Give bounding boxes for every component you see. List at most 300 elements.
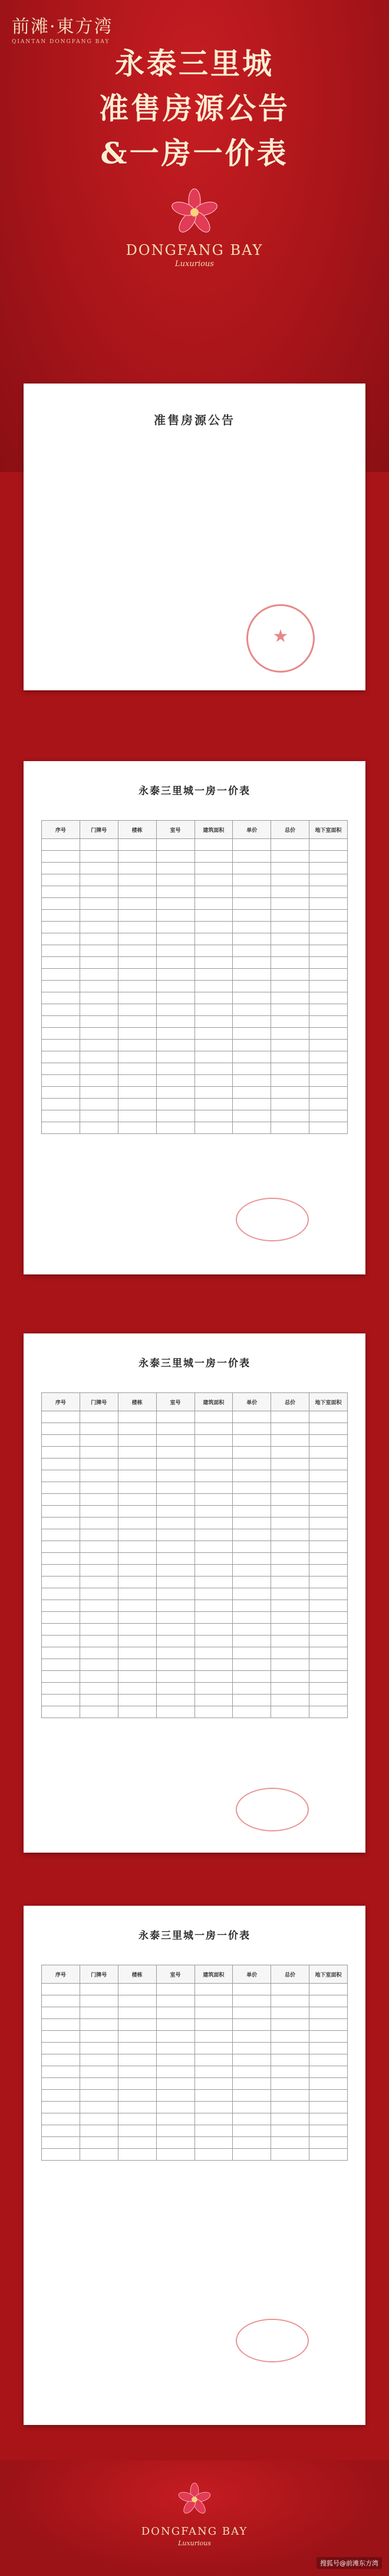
table-cell: [80, 1612, 118, 1624]
table-cell: [156, 1695, 194, 1706]
table-cell: [309, 2102, 348, 2113]
table-row: [42, 992, 348, 1004]
table-cell: [233, 1470, 271, 1482]
table-cell: [233, 1553, 271, 1565]
table-cell: [118, 910, 156, 922]
table-cell: [42, 1099, 80, 1110]
table-cell: [309, 933, 348, 945]
table-cell: [309, 1706, 348, 1718]
table-cell: [80, 2054, 118, 2066]
table-row: [42, 1612, 348, 1624]
table-cell: [118, 1624, 156, 1636]
table-cell: [80, 2019, 118, 2031]
table-cell: [233, 1706, 271, 1718]
table-cell: [42, 922, 80, 933]
table-cell: [156, 1518, 194, 1529]
table-cell: [309, 1482, 348, 1494]
table-cell: [309, 2149, 348, 2161]
table-cell: [309, 2054, 348, 2066]
table-cell: [194, 922, 233, 933]
table-cell: [271, 1984, 309, 1995]
table-cell: [156, 839, 194, 851]
table-cell: [309, 839, 348, 851]
table-cell: [194, 1494, 233, 1506]
table-cell: [271, 851, 309, 863]
table-cell: [118, 1683, 156, 1695]
table-cell: [233, 1028, 271, 1040]
table-row: [42, 1577, 348, 1588]
table-cell: [309, 2007, 348, 2019]
table-header-cell: 总价: [271, 1965, 309, 1984]
table-row: [42, 981, 348, 992]
table-header-cell: 室号: [156, 821, 194, 839]
table-cell: [42, 1647, 80, 1659]
table-cell: [194, 1040, 233, 1051]
hero-title-line-2: 准售房源公告: [99, 91, 290, 126]
table-cell: [118, 1659, 156, 1671]
table-cell: [271, 981, 309, 992]
brand-name: DONGFANG BAY: [141, 2525, 248, 2538]
table-cell: [156, 1995, 194, 2007]
table-cell: [233, 2043, 271, 2054]
logo-en: QIANTAN DONGFANG BAY: [12, 39, 110, 45]
table-row: [42, 1122, 348, 1134]
table-cell: [42, 1529, 80, 1541]
table-cell: [233, 1051, 271, 1063]
table-cell: [309, 2125, 348, 2137]
table-row: [42, 2031, 348, 2043]
table-cell: [118, 992, 156, 1004]
sheet-title: 永泰三里城一房一价表: [139, 785, 250, 797]
table-cell: [194, 992, 233, 1004]
table-cell: [233, 1588, 271, 1600]
table-cell: [42, 1494, 80, 1506]
table-cell: [194, 1541, 233, 1553]
table-cell: [118, 1004, 156, 1016]
table-header-cell: 地下室面积: [309, 1965, 348, 1984]
notice-title: 准售房源公告: [154, 413, 235, 427]
table-row: [42, 1553, 348, 1565]
table-cell: [233, 969, 271, 981]
table-row: [42, 1695, 348, 1706]
table-cell: [233, 1659, 271, 1671]
table-cell: [271, 1459, 309, 1470]
table-cell: [42, 886, 80, 898]
table-cell: [80, 2137, 118, 2149]
table-cell: [156, 851, 194, 863]
table-cell: [80, 1063, 118, 1075]
table-cell: [309, 1565, 348, 1577]
table-cell: [233, 2149, 271, 2161]
table-cell: [233, 2090, 271, 2102]
table-cell: [118, 898, 156, 910]
table-cell: [118, 839, 156, 851]
table-row: [42, 1099, 348, 1110]
table-row: [42, 1051, 348, 1063]
table-cell: [156, 1506, 194, 1518]
table-cell: [194, 1423, 233, 1435]
table-cell: [194, 910, 233, 922]
table-row: [42, 886, 348, 898]
table-header-cell: 地下室面积: [309, 821, 348, 839]
table-cell: [309, 1659, 348, 1671]
table-cell: [233, 992, 271, 1004]
table-cell: [42, 1706, 80, 1718]
table-cell: [80, 874, 118, 886]
table-cell: [80, 2090, 118, 2102]
table-cell: [194, 933, 233, 945]
table-row: [42, 1447, 348, 1459]
table-row: [42, 1624, 348, 1636]
table-cell: [42, 1016, 80, 1028]
table-cell: [309, 945, 348, 957]
table-cell: [194, 2078, 233, 2090]
table-cell: [156, 2031, 194, 2043]
table-cell: [194, 2113, 233, 2125]
table-row: [42, 2054, 348, 2066]
table-cell: [233, 1087, 271, 1099]
table-cell: [271, 2113, 309, 2125]
table-cell: [233, 1040, 271, 1051]
table-cell: [233, 2031, 271, 2043]
table-cell: [309, 1518, 348, 1529]
table-cell: [118, 2066, 156, 2078]
table-cell: [309, 1600, 348, 1612]
table-cell: [42, 1541, 80, 1553]
table-cell: [118, 1051, 156, 1063]
price-table: [41, 820, 348, 1134]
table-cell: [194, 1647, 233, 1659]
table-cell: [80, 933, 118, 945]
table-row: [42, 933, 348, 945]
table-cell: [271, 910, 309, 922]
table-cell: [118, 2113, 156, 2125]
table-row: [42, 2043, 348, 2054]
table-header-cell: 室号: [156, 1965, 194, 1984]
table-cell: [42, 1110, 80, 1122]
table-cell: [80, 1636, 118, 1647]
table-cell: [271, 1447, 309, 1459]
table-cell: [194, 2137, 233, 2149]
table-cell: [194, 1075, 233, 1087]
table-cell: [194, 1122, 233, 1134]
table-cell: [42, 863, 80, 874]
table-cell: [194, 2043, 233, 2054]
table-cell: [80, 1506, 118, 1518]
table-cell: [309, 1016, 348, 1028]
table-cell: [80, 1577, 118, 1588]
table-cell: [194, 2066, 233, 2078]
table-cell: [42, 992, 80, 1004]
table-cell: [156, 933, 194, 945]
table-cell: [80, 1110, 118, 1122]
logo-cn: 前滩·東方湾: [12, 17, 113, 37]
table-cell: [233, 981, 271, 992]
table-cell: [309, 1624, 348, 1636]
table-header-cell: 建筑面积: [194, 1393, 233, 1411]
table-cell: [156, 2102, 194, 2113]
table-cell: [309, 2019, 348, 2031]
table-cell: [42, 1600, 80, 1612]
table-cell: [42, 1040, 80, 1051]
table-cell: [118, 1695, 156, 1706]
table-cell: [233, 1122, 271, 1134]
table-cell: [309, 1087, 348, 1099]
table-cell: [271, 1063, 309, 1075]
hero-title: [0, 41, 389, 176]
table-cell: [118, 945, 156, 957]
table-cell: [233, 1671, 271, 1683]
table-cell: [194, 1099, 233, 1110]
table-cell: [156, 1110, 194, 1122]
table-cell: [309, 1671, 348, 1683]
table-cell: [271, 863, 309, 874]
table-cell: [194, 1600, 233, 1612]
table-cell: [42, 1984, 80, 1995]
table-cell: [271, 957, 309, 969]
table-cell: [271, 1506, 309, 1518]
table-cell: [194, 1636, 233, 1647]
table-header-cell: 序号: [42, 821, 80, 839]
table-cell: [233, 863, 271, 874]
table-cell: [233, 1541, 271, 1553]
table-cell: [233, 1695, 271, 1706]
table-cell: [156, 2007, 194, 2019]
table-cell: [271, 1435, 309, 1447]
table-cell: [309, 1110, 348, 1122]
table-cell: [309, 981, 348, 992]
table-cell: [118, 922, 156, 933]
table-cell: [309, 851, 348, 863]
table-cell: [156, 1624, 194, 1636]
table-cell: [233, 1099, 271, 1110]
table-cell: [194, 1624, 233, 1636]
table-cell: [271, 2102, 309, 2113]
table-row: [42, 1470, 348, 1482]
table-row: [42, 1028, 348, 1040]
table-cell: [233, 2102, 271, 2113]
table-cell: [80, 839, 118, 851]
table-cell: [42, 1612, 80, 1624]
table-row: [42, 1683, 348, 1695]
table-cell: [233, 1984, 271, 1995]
table-cell: [156, 2137, 194, 2149]
table-cell: [156, 1588, 194, 1600]
table-cell: [42, 1411, 80, 1423]
table-cell: [271, 933, 309, 945]
table-row: [42, 2019, 348, 2031]
table-cell: [80, 1600, 118, 1612]
table-cell: [42, 1447, 80, 1459]
table-cell: [156, 863, 194, 874]
table-cell: [233, 898, 271, 910]
table-cell: [118, 2007, 156, 2019]
table-cell: [118, 1470, 156, 1482]
table-cell: [80, 1588, 118, 1600]
table-cell: [309, 1541, 348, 1553]
hero-brand: [0, 242, 389, 268]
table-cell: [233, 2113, 271, 2125]
table-cell: [309, 1553, 348, 1565]
table-cell: [156, 2149, 194, 2161]
table-cell: [80, 1411, 118, 1423]
table-cell: [271, 1075, 309, 1087]
table-cell: [233, 1647, 271, 1659]
table-cell: [42, 1659, 80, 1671]
table-cell: [271, 1600, 309, 1612]
table-cell: [80, 1553, 118, 1565]
table-cell: [80, 2149, 118, 2161]
table-cell: [156, 1636, 194, 1647]
table-cell: [233, 2078, 271, 2090]
table-cell: [194, 1087, 233, 1099]
table-cell: [118, 1671, 156, 1683]
sheet-title: 永泰三里城一房一价表: [139, 1930, 250, 1942]
table-cell: [233, 1683, 271, 1695]
table-cell: [233, 839, 271, 851]
table-cell: [118, 1482, 156, 1494]
table-cell: [233, 1636, 271, 1647]
table-cell: [156, 2113, 194, 2125]
table-cell: [80, 2043, 118, 2054]
table-cell: [271, 2149, 309, 2161]
table-cell: [118, 1636, 156, 1647]
table-cell: [271, 2090, 309, 2102]
table-row: [42, 1506, 348, 1518]
table-cell: [156, 1683, 194, 1695]
table-header-row: [42, 821, 348, 839]
table-cell: [156, 1671, 194, 1683]
table-row: [42, 910, 348, 922]
table-cell: [118, 2019, 156, 2031]
table-cell: [42, 1087, 80, 1099]
table-cell: [80, 1028, 118, 1040]
table-cell: [271, 1087, 309, 1099]
table-cell: [156, 2090, 194, 2102]
table-cell: [118, 2137, 156, 2149]
table-cell: [156, 1541, 194, 1553]
table-cell: [42, 1004, 80, 1016]
table-header-cell: 门牌号: [80, 1965, 118, 1984]
table-cell: [194, 1518, 233, 1529]
hero-title-line-1: 永泰三里城: [115, 46, 274, 81]
table-cell: [194, 1110, 233, 1122]
table-cell: [80, 1087, 118, 1099]
table-cell: [194, 1435, 233, 1447]
table-cell: [42, 1683, 80, 1695]
table-cell: [194, 1470, 233, 1482]
table-cell: [309, 1494, 348, 1506]
table-cell: [309, 1122, 348, 1134]
table-row: [42, 898, 348, 910]
table-cell: [42, 2066, 80, 2078]
table-cell: [156, 1087, 194, 1099]
table-cell: [118, 1411, 156, 1423]
table-cell: [80, 1040, 118, 1051]
table-cell: [309, 1051, 348, 1063]
table-cell: [118, 2054, 156, 2066]
table-cell: [309, 992, 348, 1004]
table-cell: [271, 2078, 309, 2090]
table-row: [42, 2113, 348, 2125]
table-cell: [194, 945, 233, 957]
table-cell: [118, 1110, 156, 1122]
table-cell: [42, 1995, 80, 2007]
table-cell: [80, 2066, 118, 2078]
table-cell: [118, 969, 156, 981]
table-cell: [309, 1612, 348, 1624]
table-header-cell: 楼栋: [118, 1965, 156, 1984]
table-cell: [156, 2043, 194, 2054]
table-cell: [156, 1659, 194, 1671]
table-row: [42, 851, 348, 863]
table-cell: [309, 863, 348, 874]
table-cell: [156, 898, 194, 910]
table-cell: [271, 2031, 309, 2043]
table-cell: [118, 1423, 156, 1435]
table-cell: [271, 1040, 309, 1051]
table-cell: [271, 1411, 309, 1423]
table-cell: [80, 1541, 118, 1553]
table-cell: [194, 969, 233, 981]
table-cell: [80, 2102, 118, 2113]
brand-sub: Luxurious: [175, 260, 214, 268]
table-cell: [194, 2125, 233, 2137]
table-cell: [42, 1122, 80, 1134]
table-cell: [80, 1647, 118, 1659]
table-cell: [309, 1695, 348, 1706]
table-cell: [309, 1588, 348, 1600]
table-row: [42, 1529, 348, 1541]
table-header-cell: 门牌号: [80, 821, 118, 839]
table-row: [42, 1541, 348, 1553]
table-cell: [118, 1518, 156, 1529]
table-cell: [271, 1671, 309, 1683]
table-cell: [156, 1470, 194, 1482]
table-cell: [80, 1494, 118, 1506]
source-watermark: 搜狐号@前滩东方湾: [317, 2557, 382, 2569]
table-row: [42, 2125, 348, 2137]
table-cell: [233, 1004, 271, 1016]
table-cell: [42, 1459, 80, 1470]
table-cell: [42, 1671, 80, 1683]
table-cell: [271, 2043, 309, 2054]
table-header-cell: 单价: [233, 1965, 271, 1984]
table-cell: [156, 2125, 194, 2137]
table-cell: [80, 1671, 118, 1683]
table-cell: [271, 1577, 309, 1588]
table-cell: [194, 1659, 233, 1671]
table-cell: [118, 1612, 156, 1624]
table-cell: [271, 1518, 309, 1529]
table-cell: [194, 2019, 233, 2031]
table-cell: [194, 1588, 233, 1600]
table-cell: [80, 957, 118, 969]
table-cell: [194, 2007, 233, 2019]
table-cell: [80, 910, 118, 922]
table-cell: [118, 1435, 156, 1447]
table-cell: [271, 898, 309, 910]
table-row: [42, 1087, 348, 1099]
table-cell: [80, 1706, 118, 1718]
table-cell: [118, 2031, 156, 2043]
table-cell: [233, 1435, 271, 1447]
table-cell: [271, 1624, 309, 1636]
table-row: [42, 1423, 348, 1435]
table-cell: [309, 1683, 348, 1695]
table-cell: [271, 1051, 309, 1063]
table-cell: [118, 851, 156, 863]
